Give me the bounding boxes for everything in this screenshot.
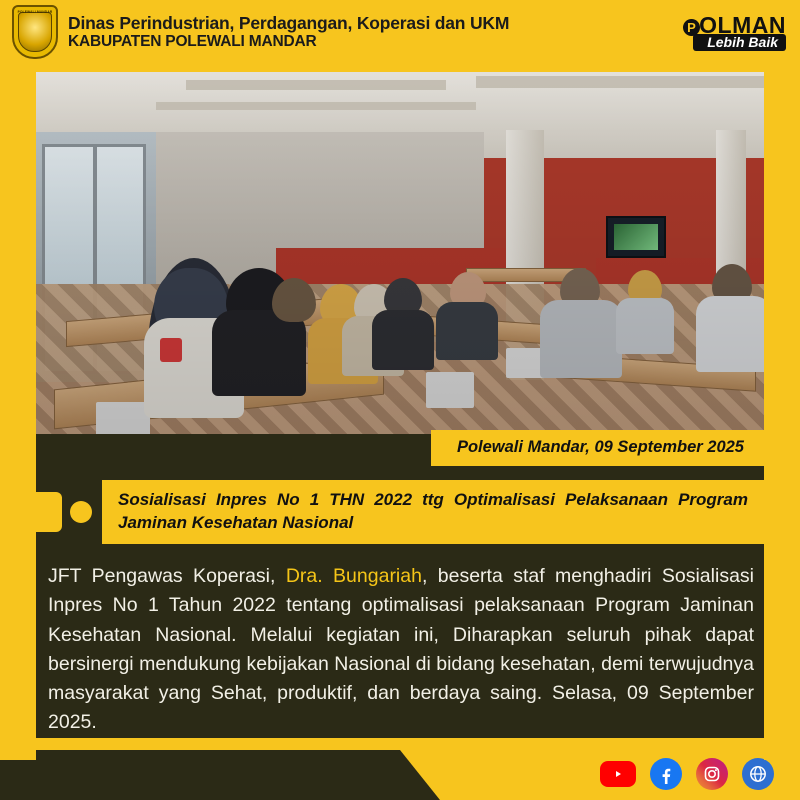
agency-name: Dinas Perindustrian, Perdagangan, Koperasi dan UKM [68, 12, 510, 33]
youtube-icon[interactable] [600, 761, 636, 787]
ribbon-tab-decoration [36, 492, 62, 532]
headline-title: Sosialisasi Inpres No 1 THN 2022 ttg Optimalisasi Pelaksanaan Program Jaminan Kesehatan Nasional [102, 480, 764, 543]
footer-dark-wedge [0, 750, 440, 800]
date-banner: Polewali Mandar, 09 September 2025 [431, 430, 764, 466]
polman-logo-top [683, 11, 786, 38]
polman-logo-tagline: Lebih Baik [693, 34, 786, 51]
poster-header [0, 0, 800, 64]
body-part2: , beserta staf menghadiri Sosialisasi Inpres No 1 Tahun 2022 tentang optimalisasi pelaksanaan Program Jaminan Kesehatan Nasional. Melalui kegiatan ini, Diharapkan seluruh pihak dapat bersinergi mendukung kebijakan Nasional di bidang kesehatan, demi terwujudnya masyarakat yang Sehat, produktif, dan berdaya saing. Selasa, 09 September 2025. [48, 565, 754, 734]
event-photo [36, 72, 764, 434]
photo-vignette [36, 72, 764, 434]
ribbon-dot-decoration [70, 501, 92, 523]
instagram-icon[interactable] [696, 758, 728, 790]
polman-logo [683, 11, 786, 51]
regency-name: KABUPATEN POLEWALI MANDAR [68, 33, 317, 51]
polman-logo-word: OLMAN [699, 11, 786, 38]
title-ribbon-row [36, 480, 764, 544]
crest-caption: POLEWALI MANDAR [17, 10, 53, 14]
body-paragraph [48, 562, 754, 738]
website-icon[interactable] [742, 758, 774, 790]
event-photo-scene [36, 72, 764, 434]
crest-emblem [18, 12, 52, 52]
left-margin-band [0, 434, 36, 760]
body-highlight-name: Dra. Bungariah [285, 565, 422, 587]
right-margin-band [764, 434, 800, 760]
polman-p-icon: P [683, 19, 700, 36]
social-links [600, 758, 774, 790]
body-part1: JFT Pengawas Koperasi, [48, 565, 286, 587]
regency-crest-icon [12, 5, 58, 59]
facebook-icon[interactable] [650, 758, 682, 790]
header-title-block [68, 14, 683, 51]
